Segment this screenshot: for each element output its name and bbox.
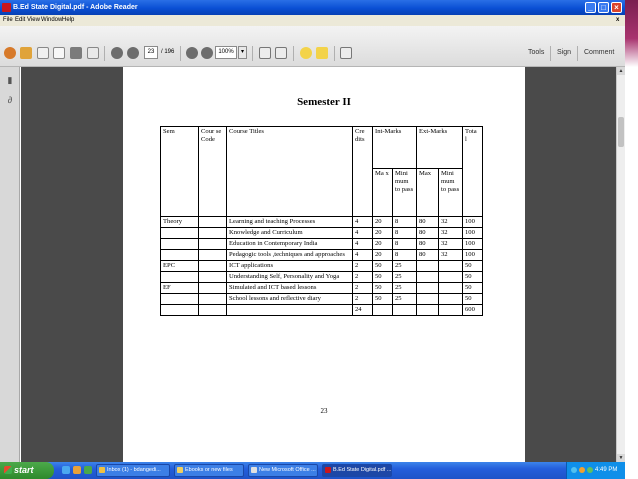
task-button-ebooks[interactable] (174, 464, 244, 477)
menu-bar (0, 15, 625, 26)
quick-launch-ie-icon[interactable] (62, 466, 70, 474)
task-label: Inbox (1) - bdangedi... (107, 467, 161, 473)
menu-help[interactable]: Help (62, 17, 75, 23)
start-label: start (14, 465, 34, 475)
table-cell (439, 272, 463, 283)
table-cell: 25 (393, 283, 417, 294)
window-title: B.Ed State Digital.pdf - Adobe Reader (13, 4, 138, 11)
table-cell: 50 (463, 283, 483, 294)
table-cell (161, 272, 199, 283)
table-cell: Understanding Self, Personality and Yoga (227, 272, 353, 283)
table-cell: School lessons and reflective diary (227, 294, 353, 305)
page-number: 23 (320, 407, 328, 415)
zoom-in-icon[interactable] (201, 47, 213, 59)
clock[interactable]: 4:49 PM (595, 467, 618, 473)
table-cell: 2 (353, 261, 373, 272)
windows-logo-icon (4, 466, 12, 474)
start-button[interactable] (0, 462, 54, 479)
table-cell (199, 228, 227, 239)
table-cell (199, 261, 227, 272)
toolbar-separator (180, 46, 181, 61)
table-header-cell: Mini mum to pass (393, 169, 417, 217)
scroll-up-arrow-icon[interactable]: ▲ (618, 68, 624, 74)
table-cell (161, 294, 199, 305)
table-cell (373, 305, 393, 316)
mail-icon (99, 467, 105, 473)
folder-icon (177, 467, 183, 473)
table-cell: 25 (393, 294, 417, 305)
maximize-button[interactable]: □ (598, 2, 609, 13)
table-cell: 24 (353, 305, 373, 316)
table-cell (161, 239, 199, 250)
create-pdf-icon[interactable] (4, 47, 16, 59)
pdf-icon (325, 467, 331, 473)
table-cell: 100 (463, 228, 483, 239)
table-cell (161, 228, 199, 239)
marks-table (160, 126, 483, 316)
table-cell: 4 (353, 217, 373, 228)
menu-edit[interactable]: Edit (15, 17, 26, 23)
table-cell: 50 (463, 294, 483, 305)
table-cell (199, 272, 227, 283)
table-cell: 20 (373, 239, 393, 250)
table-cell: 8 (393, 228, 417, 239)
minimize-button[interactable]: _ (585, 2, 596, 13)
table-cell: Education in Contemporary India (227, 239, 353, 250)
table-header-cell: Sem (161, 127, 199, 217)
table-row (161, 261, 483, 272)
table-cell (199, 283, 227, 294)
toolbar-separator (334, 46, 335, 61)
table-cell: 50 (463, 261, 483, 272)
table-cell: 25 (393, 272, 417, 283)
table-row (161, 228, 483, 239)
toolbar-separator (550, 46, 551, 61)
close-button[interactable]: × (611, 2, 622, 13)
table-cell (199, 294, 227, 305)
table-cell (417, 261, 439, 272)
taskbar (0, 462, 625, 479)
table-row (161, 250, 483, 261)
menu-window[interactable]: Window (41, 17, 63, 23)
highlight-icon[interactable] (316, 47, 328, 59)
table-cell (393, 305, 417, 316)
table-row (161, 239, 483, 250)
table-cell: 2 (353, 272, 373, 283)
edit-document-icon[interactable] (37, 47, 49, 59)
table-cell (417, 272, 439, 283)
adobe-reader-icon (2, 3, 11, 12)
table-cell: 100 (463, 239, 483, 250)
comment-pane-button[interactable]: Comment (584, 49, 615, 56)
page-heading: Semester II (297, 96, 351, 108)
table-cell: 20 (373, 250, 393, 261)
page-total-label: / 196 (161, 49, 175, 55)
table-cell: 8 (393, 250, 417, 261)
table-cell: Simulated and ICT based lessons (227, 283, 353, 294)
toolbar-separator (104, 46, 105, 61)
table-cell: 600 (463, 305, 483, 316)
task-button-pdf[interactable] (322, 464, 392, 477)
table-cell: 20 (373, 228, 393, 239)
page-number-input[interactable]: 23 (144, 46, 158, 59)
table-header-row (161, 127, 483, 169)
table-header-cell: Ext-Marks (417, 127, 463, 169)
slide-decoration-strip (625, 0, 638, 479)
table-cell: Pedagogic tools ,techniques and approaches (227, 250, 353, 261)
table-row (161, 217, 483, 228)
table-cell (439, 305, 463, 316)
table-cell (161, 250, 199, 261)
table-header-cell: Tota l (463, 127, 483, 217)
table-cell: 8 (393, 239, 417, 250)
table-row (161, 294, 483, 305)
table-header-cell: Course Titles (227, 127, 353, 217)
scroll-thumb[interactable] (618, 117, 624, 147)
vertical-scrollbar[interactable] (616, 67, 625, 462)
task-button-inbox[interactable] (96, 464, 170, 477)
table-header-cell: Max (417, 169, 439, 217)
table-cell: 50 (373, 272, 393, 283)
previous-page-icon[interactable] (111, 47, 123, 59)
sticky-note-icon[interactable] (300, 47, 312, 59)
menu-file[interactable]: File (3, 17, 13, 23)
table-cell (227, 305, 353, 316)
table-header-cell: Int-Marks (373, 127, 417, 169)
table-cell: 32 (439, 217, 463, 228)
zoom-level-input[interactable]: 100% (215, 46, 237, 59)
table-cell: 20 (373, 217, 393, 228)
pdf-page (123, 67, 525, 462)
fit-page-icon[interactable] (275, 47, 287, 59)
table-cell: Knowledge and Curriculum (227, 228, 353, 239)
table-cell: 50 (373, 283, 393, 294)
task-label: B.Ed State Digital.pdf ... (333, 467, 392, 473)
table-cell: 32 (439, 250, 463, 261)
table-cell: 4 (353, 228, 373, 239)
table-cell (439, 294, 463, 305)
quick-launch-desktop-icon[interactable] (84, 466, 92, 474)
table-cell: 32 (439, 239, 463, 250)
system-tray (566, 462, 625, 479)
save-icon[interactable] (53, 47, 65, 59)
table-cell: Theory (161, 217, 199, 228)
table-cell: Learning and teaching Processes (227, 217, 353, 228)
table-cell: 80 (417, 239, 439, 250)
navigation-pane (0, 67, 20, 462)
expand-icon[interactable] (340, 47, 352, 59)
pages-panel-icon[interactable]: ▮ (7, 75, 13, 85)
table-row (161, 283, 483, 294)
open-folder-icon[interactable] (20, 47, 32, 59)
table-header-cell: Cour se Code (199, 127, 227, 217)
zoom-out-icon[interactable] (186, 47, 198, 59)
print-icon[interactable] (70, 47, 82, 59)
toolbar (0, 26, 625, 67)
table-total-row (161, 305, 483, 316)
table-cell: 50 (373, 261, 393, 272)
fit-width-icon[interactable] (259, 47, 271, 59)
office-document-icon (251, 467, 257, 473)
table-cell (417, 283, 439, 294)
table-cell: 32 (439, 228, 463, 239)
table-cell: 100 (463, 250, 483, 261)
toolbar-separator (577, 46, 578, 61)
quick-launch-media-icon[interactable] (73, 466, 81, 474)
attachments-paperclip-icon[interactable]: ∂ (7, 95, 13, 105)
table-cell: 80 (417, 217, 439, 228)
table-cell: 8 (393, 217, 417, 228)
table-cell (439, 283, 463, 294)
table-header-cell: Mini mum to pass (439, 169, 463, 217)
table-cell: EPC (161, 261, 199, 272)
task-button-office[interactable] (248, 464, 318, 477)
table-cell (199, 250, 227, 261)
tools-pane-button[interactable]: Tools (528, 49, 545, 56)
sign-pane-button[interactable]: Sign (557, 49, 572, 56)
title-bar (0, 0, 625, 15)
table-cell (417, 294, 439, 305)
table-cell (199, 217, 227, 228)
table-cell (199, 239, 227, 250)
table-header-cell: Cre dits (353, 127, 373, 217)
task-label: Ebooks or new files (185, 467, 233, 473)
table-cell: 25 (393, 261, 417, 272)
toolbar-separator (293, 46, 294, 61)
table-cell: 50 (463, 272, 483, 283)
table-cell: EF (161, 283, 199, 294)
toolbar-separator (252, 46, 253, 61)
table-cell: 4 (353, 250, 373, 261)
next-page-icon[interactable] (127, 47, 139, 59)
table-cell: 2 (353, 283, 373, 294)
table-cell: 2 (353, 294, 373, 305)
table-cell (417, 305, 439, 316)
table-cell (439, 261, 463, 272)
scroll-down-arrow-icon[interactable]: ▼ (618, 455, 624, 461)
task-label: New Microsoft Office ... (259, 467, 316, 473)
table-cell: 80 (417, 228, 439, 239)
table-cell: 50 (373, 294, 393, 305)
zoom-dropdown-icon[interactable]: ▾ (238, 46, 247, 59)
table-cell: ICT applications (227, 261, 353, 272)
table-cell: 100 (463, 217, 483, 228)
menu-view[interactable]: View (27, 17, 40, 23)
document-close-icon[interactable]: x (616, 17, 620, 23)
table-cell: 80 (417, 250, 439, 261)
table-cell (199, 305, 227, 316)
table-cell: 4 (353, 239, 373, 250)
table-row (161, 272, 483, 283)
volume-icon[interactable] (579, 467, 585, 473)
network-icon[interactable] (571, 467, 577, 473)
table-header-cell: Ma x (373, 169, 393, 217)
security-icon[interactable] (587, 467, 593, 473)
table-cell (161, 305, 199, 316)
email-icon[interactable] (87, 47, 99, 59)
